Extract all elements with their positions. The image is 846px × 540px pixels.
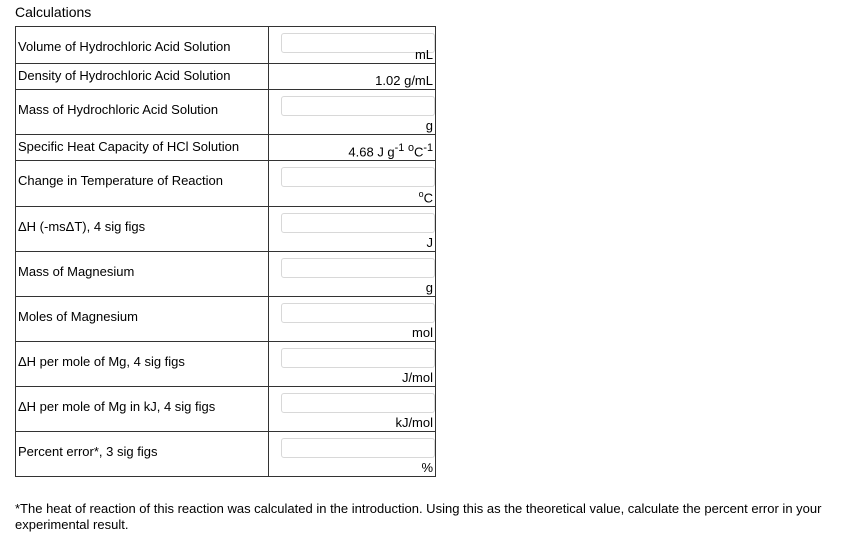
row-label: Mass of Magnesium [16, 252, 269, 297]
table-row [16, 252, 436, 297]
unit-label: kJ/mol [395, 415, 433, 430]
row-label: Percent error*, 3 sig figs [16, 432, 269, 477]
table-row [16, 161, 436, 207]
delta-h-per-mole-input[interactable] [281, 348, 435, 368]
table-row [16, 207, 436, 252]
table-row [16, 297, 436, 342]
unit-label: g [425, 280, 433, 295]
table-row [16, 387, 436, 432]
unit-label: $^o$C [418, 188, 433, 205]
calculations-table [15, 26, 436, 477]
table-row [16, 64, 436, 90]
unit-label: mL [414, 47, 433, 62]
mass-magnesium-input[interactable] [281, 258, 435, 278]
delta-h-input[interactable] [281, 213, 435, 233]
mass-hcl-input[interactable] [281, 96, 435, 116]
volume-hcl-input[interactable] [281, 33, 435, 53]
table-row [16, 27, 436, 64]
row-label: Change in Temperature of Reaction [16, 161, 269, 207]
density-value: 1.02 g/mL [375, 73, 433, 88]
row-label: ΔH per mole of Mg, 4 sig figs [16, 342, 269, 387]
row-label: ΔH per mole of Mg in kJ, 4 sig figs [16, 387, 269, 432]
unit-label: g [425, 118, 433, 133]
row-label: Moles of Magnesium [16, 297, 269, 342]
table-row [16, 90, 436, 135]
unit-label: J [426, 235, 433, 250]
table-row [16, 135, 436, 161]
unit-label: % [421, 460, 433, 475]
row-label: Density of Hydrochloric Acid Solution [16, 64, 269, 90]
table-row [16, 342, 436, 387]
section-title: Calculations [15, 4, 92, 20]
unit-label: J/mol [401, 370, 433, 385]
temperature-change-input[interactable] [281, 167, 435, 187]
row-label: ΔH (-msΔT), 4 sig figs [16, 207, 269, 252]
footnote: *The heat of reaction of this reaction was calculated in the introduction. Using this as the theoretical value, calculate the percent error in your experimental result. [15, 501, 822, 532]
percent-error-input[interactable] [281, 438, 435, 458]
delta-h-per-mole-kj-input[interactable] [281, 393, 435, 413]
table-row [16, 432, 436, 477]
row-label: Volume of Hydrochloric Acid Solution [16, 27, 269, 64]
unit-label: mol [412, 325, 433, 340]
moles-magnesium-input[interactable] [281, 303, 435, 323]
specific-heat-value: 4.68 J $g^{-1}$ $^oC^{-1}$ [348, 141, 433, 159]
row-label: Mass of Hydrochloric Acid Solution [16, 90, 269, 135]
row-label: Specific Heat Capacity of HCl Solution [16, 135, 269, 161]
